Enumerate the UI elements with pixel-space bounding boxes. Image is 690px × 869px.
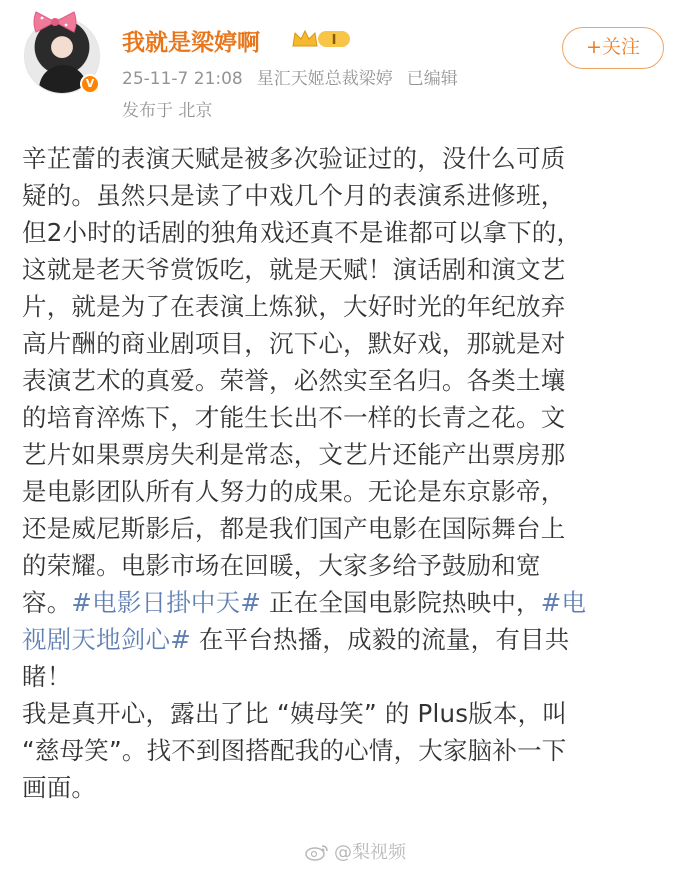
post-text-line: 片，就是为了在表演上炼狱，大好时光的年纪放弃	[22, 292, 566, 321]
post-location: 发布于 北京	[122, 101, 213, 121]
watermark-text: @梨视频	[334, 842, 406, 863]
post-text-line: 这就是老天爷赏饭吃，就是天赋！演话剧和演文艺	[22, 255, 566, 284]
post-text-line: 睹！	[22, 662, 72, 691]
verified-orange-icon: V	[80, 74, 100, 94]
post-text: 正在全国电影院热映中，	[261, 588, 541, 617]
post-text-line: 画面。	[22, 773, 97, 802]
vip-badge-text: I	[331, 33, 337, 48]
follow-button[interactable]: +关注	[562, 27, 664, 69]
post-text-line	[22, 621, 672, 658]
avatar[interactable]	[20, 12, 100, 96]
post-text-line: 但2小时的话剧的独角戏还真不是谁都可以拿下的，	[22, 218, 582, 247]
hashtag-link[interactable]: #电影日掛中天#	[71, 588, 262, 617]
post-text: 在平台热播，成毅的流量，有目共	[190, 625, 570, 654]
post-source[interactable]: 星汇天姬总裁梁婷	[256, 69, 393, 89]
post-text-line: 艺片如果票房失利是常态，文艺片还能产出票房那	[22, 440, 566, 469]
post-meta	[122, 64, 472, 89]
watermark	[304, 838, 406, 864]
post-text-line: 高片酬的商业剧项目，沉下心，默好戏，那就是对	[22, 329, 566, 358]
post-timestamp: 25-11-7 21:08	[122, 69, 243, 89]
post-text-line: 的培育淬炼下，才能生长出不一样的长青之花。文	[22, 403, 566, 432]
author-name[interactable]: 我就是梁婷啊	[122, 30, 260, 56]
hashtag-link[interactable]: #电	[540, 588, 587, 617]
post-text-line: “慈母笑”。找不到图搭配我的心情，大家脑补一下	[22, 736, 567, 765]
hashtag-link[interactable]: 视剧天地剑心#	[22, 625, 191, 654]
post-text-line: 的荣耀。电影市场在回暖，大家多给予鼓励和宽	[22, 551, 541, 580]
post-text: 容。	[22, 588, 72, 617]
vip-crown-badge-icon[interactable]	[290, 26, 352, 50]
post-text-line: 我是真开心，露出了比 “姨母笑” 的 Plus版本，叫	[22, 699, 568, 728]
weibo-logo-icon	[304, 843, 330, 861]
post-text-line: 疑的。虽然只是读了中戏几个月的表演系进修班，	[22, 181, 566, 210]
post-text-line: 表演艺术的真爱。荣誉，必然实至名归。各类土壤	[22, 366, 566, 395]
bow-icon	[32, 10, 78, 34]
post-body	[22, 140, 672, 806]
post-header	[0, 0, 690, 130]
post-text-line: 是电影团队所有人努力的成果。无论是东京影帝，	[22, 477, 566, 506]
edited-label[interactable]: 已编辑	[406, 69, 458, 89]
post-text-line	[22, 584, 672, 621]
post-text-line: 辛芷蕾的表演天赋是被多次验证过的，没什么可质	[22, 144, 566, 173]
post-text-line: 还是威尼斯影后，都是我们国产电影在国际舞台上	[22, 514, 566, 543]
